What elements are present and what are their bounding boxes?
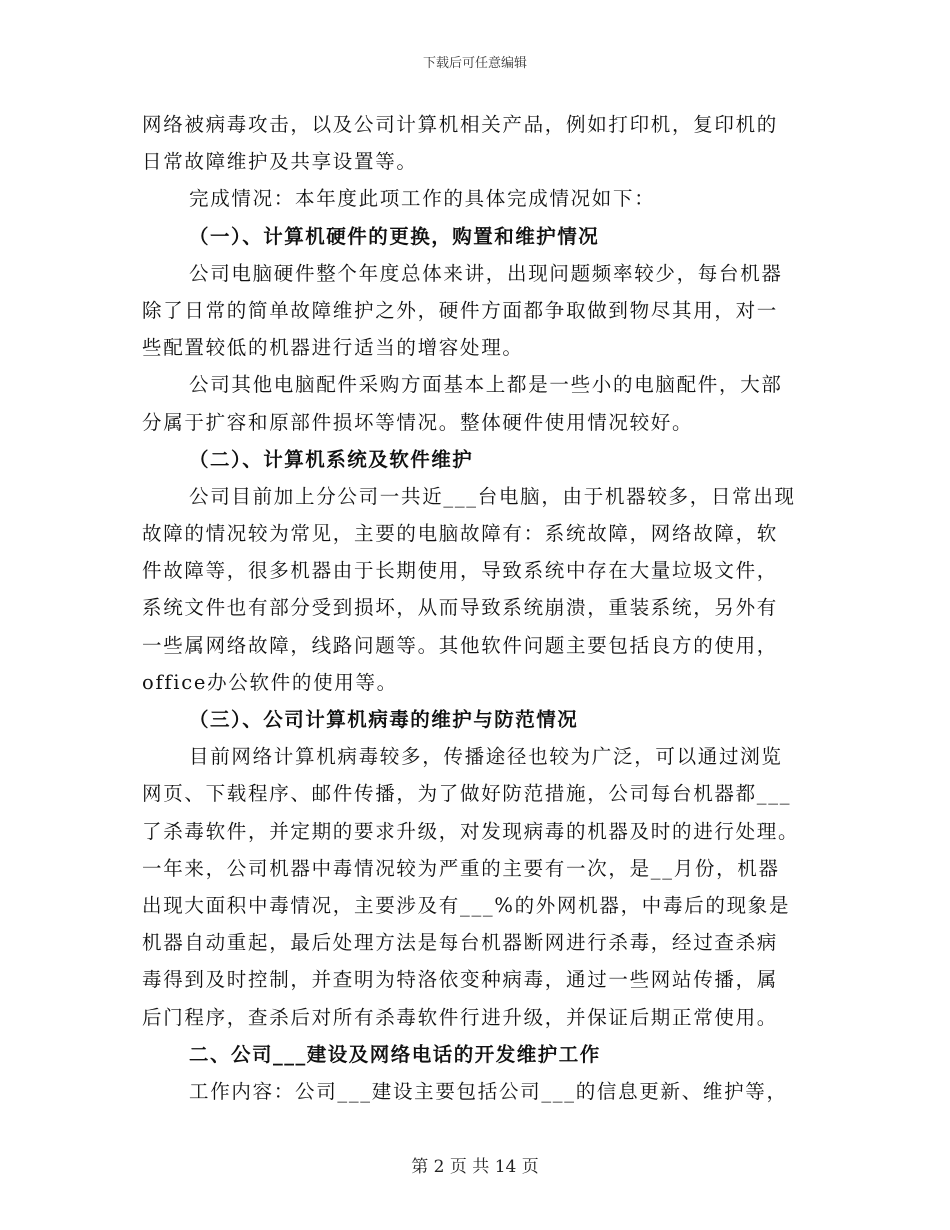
- page-header: 下载后可任意编辑: [422, 56, 527, 71]
- body-text-line: 出现大面积中毒情况，主要涉及有___%的外网机器，中毒后的现象是: [142, 893, 791, 917]
- body-text-line: office办公软件的使用等。: [142, 670, 398, 694]
- body-text-line: 除了日常的简单故障维护之外，硬件方面都争取做到物尽其用，对一: [142, 298, 779, 322]
- body-text-line: 网络被病毒攻击，以及公司计算机相关产品，例如打印机，复印机的: [142, 113, 779, 136]
- body-text-line: 工作内容：公司___建设主要包括公司___的信息更新、维护等，: [189, 1079, 788, 1103]
- body-text-line: 系统文件也有部分受到损坏，从而导致系统崩溃，重装系统，另外有: [142, 596, 779, 620]
- body-text-line: 些配置较低的机器进行适当的增容处理。: [142, 336, 524, 360]
- body-text-line: 公司电脑硬件整个年度总体来讲，出现问题频率较少，每台机器: [189, 261, 783, 285]
- body-text-line: 公司目前加上分公司一共近___台电脑，由于机器较多，日常出现: [189, 484, 796, 508]
- body-text-line: 毒得到及时控制，并查明为特洛依变种病毒，通过一些网站传播，属: [142, 968, 779, 992]
- body-text-line: 了杀毒软件，并定期的要求升级，对发现病毒的机器及时的进行处理。: [142, 819, 800, 843]
- body-text-line: 一年来，公司机器中毒情况较为严重的主要有一次，是__月份，机器: [142, 856, 780, 880]
- body-text-line: 目前网络计算机病毒较多，传播途径也较为广泛，可以通过浏览: [189, 745, 783, 769]
- section-heading-software: （二）、计算机系统及软件维护: [189, 447, 474, 471]
- body-text-line: 日常故障维护及共享设置等。: [142, 150, 418, 174]
- page-footer: 第 2 页 共 14 页: [411, 1157, 539, 1177]
- body-text-line: 公司其他电脑配件采购方面基本上都是一些小的电脑配件，大部: [189, 373, 783, 397]
- body-text-line: 件故障等，很多机器由于长期使用，导致系统中存在大量垃圾文件，: [142, 559, 779, 583]
- body-text-line: 网页、下载程序、邮件传播，为了做好防范措施，公司每台机器都___: [142, 782, 792, 806]
- body-text-line: 完成情况：本年度此项工作的具体完成情况如下：: [189, 187, 656, 211]
- section-heading-hardware: （一）、计算机硬件的更换，购置和维护情况: [189, 224, 600, 248]
- section-heading-website: 二、公司___建设及网络电话的开发维护工作: [189, 1042, 601, 1066]
- section-heading-virus: （三）、公司计算机病毒的维护与防范情况: [189, 708, 579, 731]
- document-body: [142, 106, 810, 1110]
- body-text-line: 后门程序，查杀后对所有杀毒软件行进升级，并保证后期正常使用。: [142, 1005, 779, 1029]
- body-text-line: 故障的情况较为常见，主要的电脑故障有：系统故障，网络故障，软: [142, 522, 779, 546]
- body-text-line: 一些属网络故障，线路问题等。其他软件问题主要包括良方的使用，: [142, 633, 779, 657]
- body-text-line: 机器自动重起，最后处理方法是每台机器断网进行杀毒，经过查杀病: [142, 931, 779, 955]
- body-text-line: 分属于扩容和原部件损坏等情况。整体硬件使用情况较好。: [142, 410, 694, 434]
